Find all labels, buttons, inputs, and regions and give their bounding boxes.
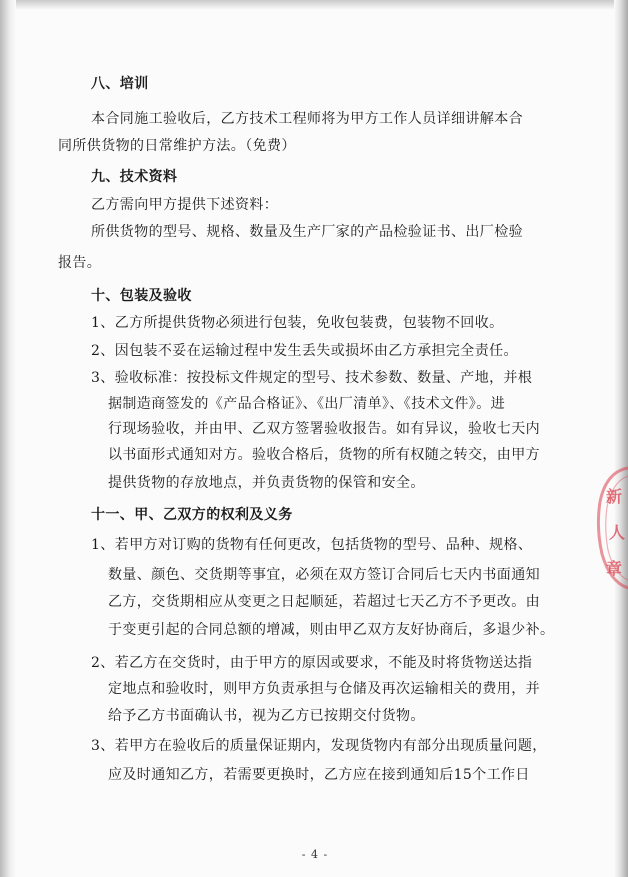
section-10-line-7: 提供货物的存放地点，并负责货物的保管和安全。 bbox=[108, 475, 425, 491]
section-8-line-1: 本合同施工验收后，乙方技术工程师将为甲方工作人员详细讲解本合 bbox=[91, 111, 523, 127]
section-8-title: 八、培训 bbox=[91, 76, 149, 92]
section-10-title: 十、包装及验收 bbox=[91, 288, 192, 304]
section-11-line-6: 定地点和验收时，则甲方负责承担与仓储及再次运输相关的费用，并 bbox=[108, 681, 540, 697]
section-9-line-1: 乙方需向甲方提供下述资料： bbox=[91, 197, 279, 213]
official-seal bbox=[596, 462, 628, 592]
section-11-line-3: 乙方，交货期相应从变更之日起顺延，若超过七天乙方不予更改。由 bbox=[108, 594, 540, 610]
section-10-line-2: 2、因包装不妥在运输过程中发生丢失或损坏由乙方承担完全责任。 bbox=[91, 343, 518, 359]
section-11-line-7: 给予乙方书面确认书，视为乙方已按期交付货物。 bbox=[108, 708, 425, 724]
seal-char-2: 人 bbox=[609, 523, 626, 542]
section-10-line-6: 以书面形式通知对方。验收合格后，货物的所有权随之转交，由甲方 bbox=[108, 447, 540, 463]
section-11-title: 十一、甲、乙双方的权利及义务 bbox=[91, 507, 293, 523]
seal-char-1: 新 bbox=[606, 487, 623, 506]
section-11-line-8: 3、若甲方在验收后的质量保证期内，发现货物内有部分出现质量问题， bbox=[91, 738, 547, 754]
page-number: - 4 - bbox=[301, 848, 329, 861]
section-8-line-2: 同所供货物的日常维护方法。（免费） bbox=[58, 138, 296, 154]
section-11-line-5: 2、若乙方在交货时，由于甲方的原因或要求，不能及时将货物送达指 bbox=[91, 655, 533, 671]
section-11-line-4: 于变更引起的合同总额的增减，则由甲乙双方友好协商后，多退少补。 bbox=[108, 622, 555, 638]
section-11-line-9: 应及时通知乙方，若需要更换时，乙方应在接到通知后15个工作日 bbox=[108, 767, 530, 783]
section-9-title: 九、技术资料 bbox=[91, 169, 178, 185]
section-11-line-1: 1、若甲方对订购的货物有任何更改，包括货物的型号、品种、规格、 bbox=[91, 537, 533, 553]
section-10-line-5: 行现场验收，并由甲、乙双方签署验收报告。如有异议，验收七天内 bbox=[108, 421, 540, 437]
section-11-line-2: 数量、颜色、交货期等事宜，必须在双方签订合同后七天内书面通知 bbox=[108, 567, 540, 583]
section-10-line-3: 3、验收标准：按投标文件规定的型号、技术参数、数量、产地，并根 bbox=[91, 370, 533, 386]
section-10-line-4: 据制造商签发的《产品合格证》、《出厂清单》、《技术文件》。进 bbox=[108, 396, 505, 412]
section-9-line-2: 所供货物的型号、规格、数量及生产厂家的产品检验证书、出厂检验 bbox=[91, 224, 523, 240]
seal-char-3: 章 bbox=[606, 559, 623, 578]
section-10-line-1: 1、乙方所提供货物必须进行包装，免收包装费，包装物不回收。 bbox=[91, 315, 504, 331]
section-9-line-3: 报告。 bbox=[58, 255, 102, 271]
